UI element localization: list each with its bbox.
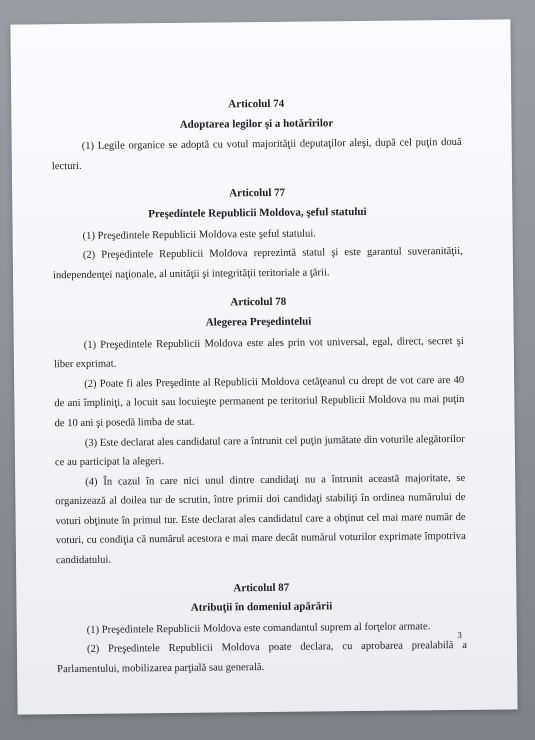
article-subtitle: Alegerea Preşedintelui (205, 315, 312, 329)
article-title: Articolul 77 (229, 187, 286, 200)
article-paragraph: (3) Este declarat ales candidatul care a întrunit cel puţin jumătate din voturile alegătorilor ce au participat la alegeri. (54, 433, 465, 469)
article-title: Articolul 87 (233, 581, 290, 594)
article-paragraph: (2) Poate fi ales Preşedinte al Republicii Moldova cetăţeanul cu drept de vot care are 40 de ani împliniţi, a locuit sau locuieşte permanent pe teritoriul Republicii Moldova nu mai puţin de 10 ani şi posedă limba de stat. (54, 374, 465, 430)
article-78 (53, 291, 466, 571)
article-paragraph: (1) Preşedintele Republicii Moldova este şeful statului. (82, 228, 316, 242)
article-paragraph: (2) Preşedintele Republicii Moldova reprezintă statul şi este garantul suveranităţii, independenţei naţionale, al unităţii şi integrităţii teritoriale a ţării. (52, 246, 463, 281)
article-subtitle: Adoptarea legilor şi a hotărîrilor (179, 116, 334, 131)
article-74 (51, 93, 462, 177)
article-title: Articolul 74 (228, 97, 285, 111)
article-paragraph: (1) Preşedintele Republicii Moldova este comandantul suprem al forţelor armate. (86, 621, 431, 636)
page-number: 3 (457, 629, 462, 640)
article-87 (56, 577, 467, 680)
article-subtitle: Atribuţii în domeniul apărării (190, 600, 333, 615)
document-content (51, 93, 467, 680)
article-title: Articolul 78 (230, 296, 287, 309)
article-77 (52, 182, 463, 285)
article-paragraph: (4) În cazul în care nici unul dintre candidaţi nu a întrunit această majoritate, se organizează al doilea tur de scrutin, între primii doi candidaţi stabiliţi în ordinea numărului de voturi obţinute în primul tur. Este declarat ales candidatul care a obţinut cel mai mare număr de voturi, cu condiţia că numărul acestora e mai mare decât numărul voturilor exprimate împotriva candidatului. (55, 472, 466, 567)
article-paragraph: (1) Legile organice se adoptă cu votul majorităţii deputaţilor aleşi, după cel puţin două lecturi. (51, 137, 462, 172)
article-paragraph: (2) Preşedintele Republicii Moldova poate declara, cu aprobarea prealabilă a Parlamentului, mobilizarea parţială sau generală. (57, 640, 467, 676)
document-page (10, 19, 517, 714)
article-subtitle: Preşedintele Republicii Moldova, şeful statului (148, 205, 367, 221)
article-paragraph: (1) Preşedintele Republicii Moldova este ales prin vot universal, egal, direct, secret şi liber exprimat. (53, 335, 464, 371)
